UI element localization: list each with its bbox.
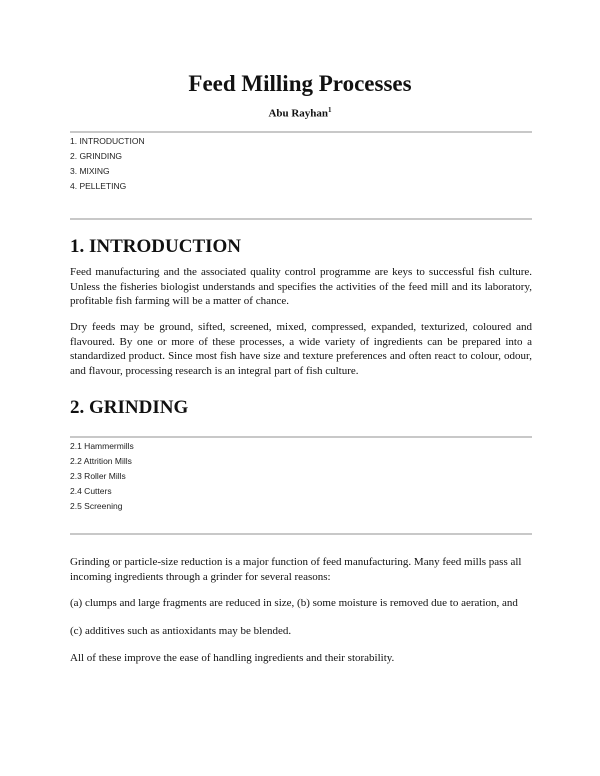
grinding-subsection-list — [70, 439, 134, 514]
subtoc-item-roller-mills[interactable]: 2.3 Roller Mills — [70, 471, 126, 481]
grinding-paragraph-4: All of these improve the ease of handling ingredients and their storability. — [70, 652, 395, 664]
intro-paragraph-2: Dry feeds may be ground, sifted, screened, mixed, compressed, expanded, texturized, coloured and flavoured. By one or more of these processes, a wide variety of ingredients can be prepared into a standardized product. Since most fish have size and texture preferences and often react to colour, odour, and flavour, processing research is an integral part of fish culture. — [70, 321, 532, 378]
subtoc-item-hammermills[interactable]: 2.1 Hammermills — [70, 441, 134, 451]
subtoc-item-screening[interactable]: 2.5 Screening — [70, 501, 123, 511]
author-footnote-marker: 1 — [328, 106, 332, 114]
author-name: Abu Rayhan — [268, 107, 329, 120]
divider — [70, 131, 532, 133]
section-heading-grinding: 2. GRINDING — [70, 397, 189, 418]
grinding-paragraph-3: (c) additives such as antioxidants may be blended. — [70, 625, 292, 637]
intro-paragraph-1: Feed manufacturing and the associated quality control programme are keys to successful fish culture. Unless the fisheries biologist understands and specifies the activities of the feed mill and its laboratory, profitable fish farming will be a matter of chance. — [70, 266, 532, 308]
subtoc-item-attrition-mills[interactable]: 2.2 Attrition Mills — [70, 456, 132, 466]
divider — [70, 436, 532, 438]
table-of-contents — [70, 134, 145, 194]
subtoc-item-cutters[interactable]: 2.4 Cutters — [70, 486, 112, 496]
grinding-paragraph-1: Grinding or particle-size reduction is a major function of feed manufacturing. Many feed mills pass all incoming ingredients through a grinder for several reasons: — [70, 556, 522, 583]
toc-item-introduction[interactable]: 1. INTRODUCTION — [70, 136, 145, 146]
section-heading-introduction: 1. INTRODUCTION — [70, 236, 242, 257]
author-line — [0, 103, 600, 121]
grinding-paragraph-2: (a) clumps and large fragments are reduced in size, (b) some moisture is removed due to aeration, and — [70, 597, 518, 609]
divider — [70, 218, 532, 220]
toc-item-mixing[interactable]: 3. MIXING — [70, 166, 110, 176]
divider — [70, 533, 532, 535]
toc-item-grinding[interactable]: 2. GRINDING — [70, 151, 122, 161]
document-title: Feed Milling Processes — [188, 71, 412, 96]
toc-item-pelleting[interactable]: 4. PELLETING — [70, 181, 127, 191]
